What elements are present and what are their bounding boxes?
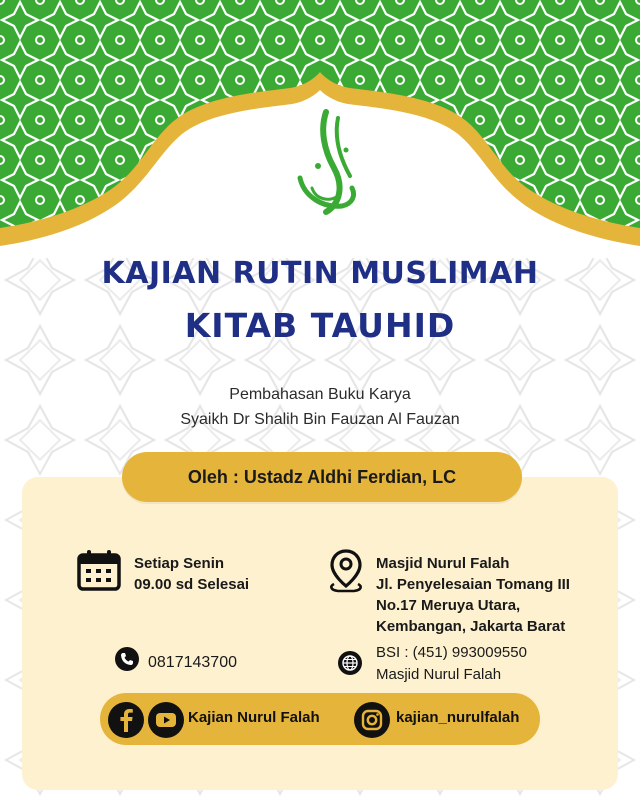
schedule-time: 09.00 sd Selesai [134, 576, 250, 593]
location-pin-icon [328, 548, 364, 594]
location-line-1: Masjid Nurul Falah [376, 555, 510, 572]
location-line-2: Jl. Penyelesaian Tomang III [376, 576, 570, 593]
schedule-day: Setiap Senin [134, 555, 225, 572]
bank-account: BSI : (451) 993009550 [376, 644, 527, 661]
facebook-icon[interactable] [108, 702, 144, 738]
facebook-youtube-handle[interactable]: Kajian Nurul Falah [188, 709, 320, 726]
location-line-4: Kembangan, Jakarta Barat [376, 618, 566, 635]
subtitle-line-2: Syaikh Dr Shalih Bin Fauzan Al Fauzan [180, 411, 460, 428]
calendar-icon [76, 548, 122, 592]
title-line-1: KAJIAN RUTIN MUSLIMAH [101, 256, 539, 291]
location-line-3: No.17 Meruya Utara, [376, 597, 521, 614]
subtitle-line-1: Pembahasan Buku Karya [229, 386, 411, 403]
youtube-icon[interactable] [148, 702, 184, 738]
globe-icon [338, 651, 362, 675]
phone-icon [115, 647, 139, 671]
phone-number: 0817143700 [148, 654, 237, 671]
speaker-banner: Oleh : Ustadz Aldhi Ferdian, LC [122, 452, 522, 502]
instagram-handle[interactable]: kajian_nurulfalah [396, 709, 520, 726]
instagram-icon[interactable] [354, 702, 390, 738]
bank-account-name: Masjid Nurul Falah [376, 666, 502, 683]
title-line-2: KITAB TAUHID [184, 306, 456, 345]
